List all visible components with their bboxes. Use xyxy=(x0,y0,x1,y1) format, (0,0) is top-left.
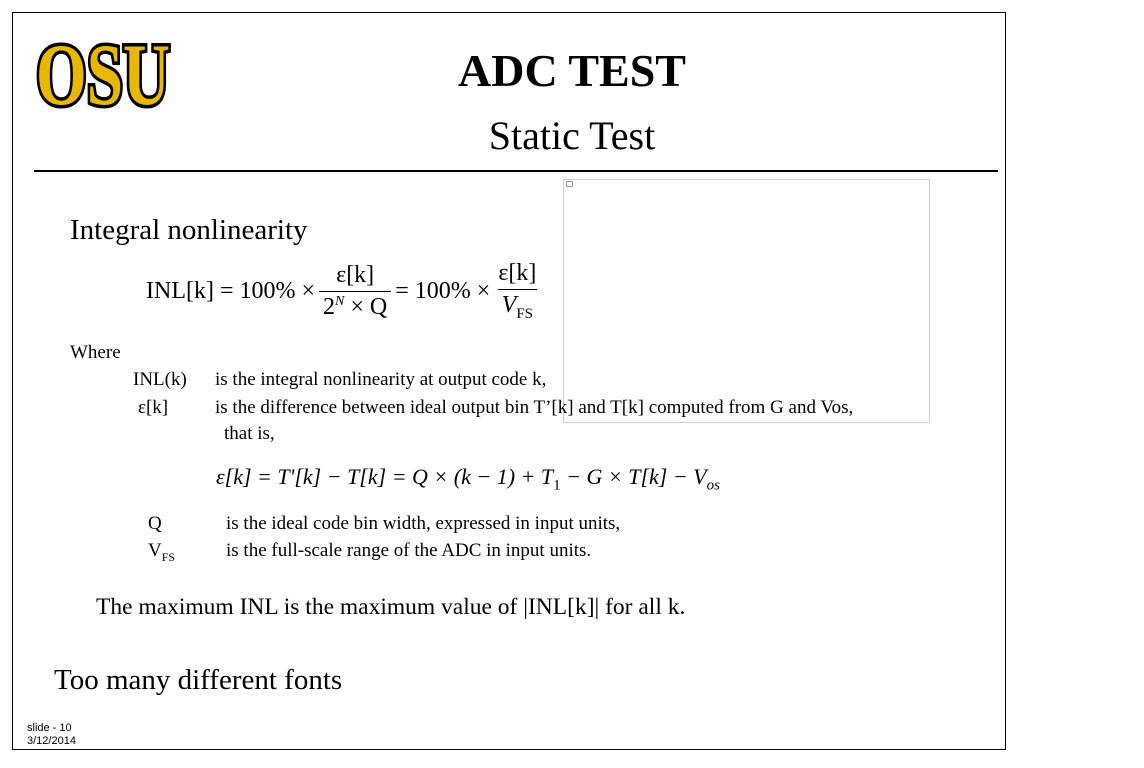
inl-fraction-2 xyxy=(494,260,540,323)
eps-formula-sub1: 1 xyxy=(553,477,561,494)
inl-frac2-den: $V_{FS}$ xyxy=(498,289,537,323)
def-eps-desc2: that is, xyxy=(224,423,275,444)
inl-formula xyxy=(146,260,544,323)
inl-frac1-num: ε[k] xyxy=(336,261,375,288)
section-heading: Integral nonlinearity xyxy=(70,214,308,246)
broken-image-icon xyxy=(566,181,573,187)
title-divider xyxy=(34,170,998,172)
def-vfs-term: $V_{FS}$ xyxy=(148,540,176,564)
missing-image-placeholder xyxy=(563,179,930,423)
def-inl-desc: is the integral nonlinearity at output code k, xyxy=(215,369,547,390)
slide-footer xyxy=(27,722,76,748)
epsilon-formula xyxy=(216,464,720,494)
def-q-term: Q xyxy=(148,513,162,534)
inl-fraction-1 xyxy=(319,262,391,321)
inl-lhs: INL[k] = 100% × xyxy=(146,277,316,304)
eps-formula-part1: ε[k] = T'[k] − T[k] = Q × (k − 1) + T xyxy=(216,464,554,489)
def-eps-term: ε[k] xyxy=(138,397,169,418)
eps-formula-part2: − G × T[k] − V xyxy=(560,464,707,489)
max-inl-statement: The maximum INL is the maximum value of |INL[k]| for all k. xyxy=(96,594,686,620)
slide-date: 3/12/2014 xyxy=(27,735,76,747)
def-q-desc: is the ideal code bin width, expressed in input units, xyxy=(226,513,621,534)
def-inl-term: INL(k) xyxy=(133,369,187,390)
slide-subtitle: Static Test xyxy=(488,113,656,158)
fonts-note: Too many different fonts xyxy=(54,664,343,696)
where-label: Where xyxy=(70,342,121,363)
inl-mid: = 100% × xyxy=(395,277,491,304)
def-vfs-desc: is the full-scale range of the ADC in input units. xyxy=(226,540,592,561)
eps-formula-sub2: os xyxy=(706,477,720,494)
inl-frac1-den: $2^N \times Q$ xyxy=(319,291,391,321)
inl-frac2-num: ε[k] xyxy=(498,260,537,286)
slide-number: slide - 10 xyxy=(27,722,72,734)
slide-title: ADC TEST xyxy=(458,45,686,96)
logo-text: OSU xyxy=(36,27,170,124)
def-eps-desc: is the difference between ideal output bin T’[k] and T[k] computed from G and Vos, xyxy=(215,397,854,418)
